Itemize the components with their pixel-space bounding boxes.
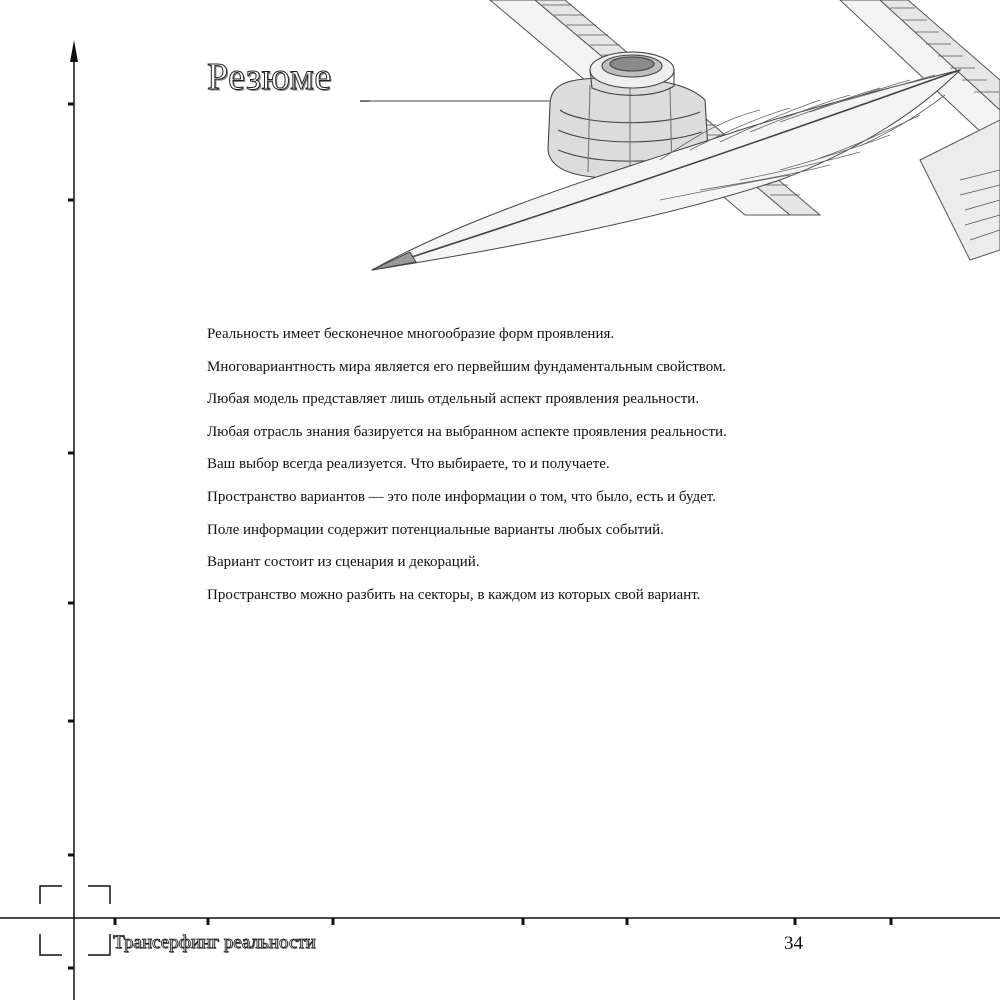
summary-line: Любая модель представляет лишь отдельный аспект проявления реальности.	[207, 391, 700, 408]
summary-line: Реальность имеет бесконечное многообразие форм проявления.	[207, 326, 615, 342]
summary-line: Многовариантность мира является его первейшим фундаментальным свойством.	[207, 358, 727, 375]
summary-list	[207, 318, 907, 611]
summary-line: Пространство вариантов — это поле информации о том, что было, есть и будет.	[207, 488, 716, 505]
summary-line: Пространство можно разбить на секторы, в каждом из которых свой вариант.	[207, 586, 701, 603]
axis-arrow-icon	[70, 40, 78, 62]
summary-line: Ваш выбор всегда реализуется. Что выбираете, то и получаете.	[207, 456, 610, 473]
summary-line: Поле информации содержит потенциальные варианты любых событий.	[207, 521, 664, 538]
quill-inkwell-illustration	[360, 0, 1000, 300]
page-title: Резюме	[207, 56, 332, 98]
summary-line: Вариант состоит из сценария и декораций.	[207, 554, 480, 571]
page-number: 34	[784, 933, 803, 954]
summary-line: Любая отрасль знания базируется на выбранном аспекте проявления реальности.	[207, 423, 727, 440]
footer-book-title: Трансерфинг реальности	[113, 932, 316, 953]
crop-marks-icon	[40, 886, 115, 955]
